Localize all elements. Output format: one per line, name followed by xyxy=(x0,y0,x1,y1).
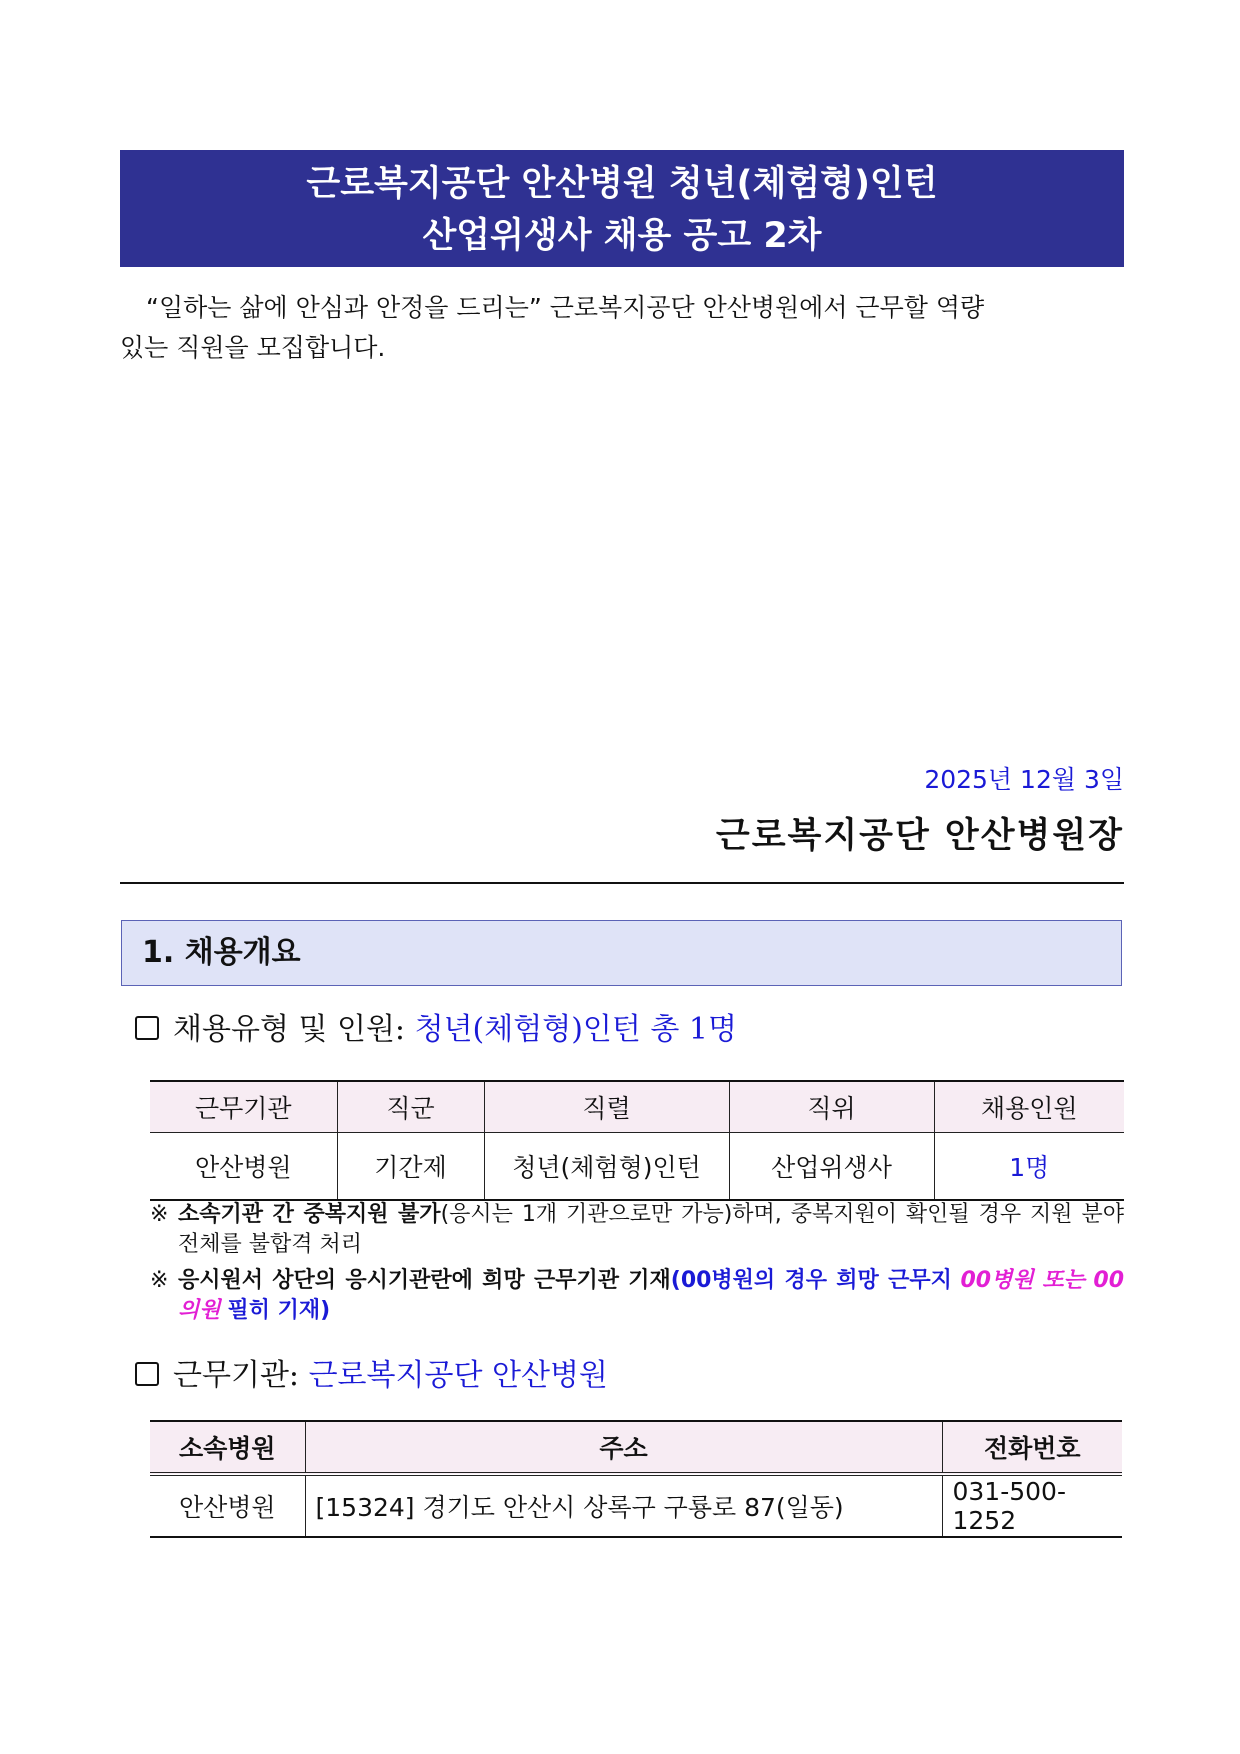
table-header-row xyxy=(150,1081,1124,1133)
table-cell: 031-500-1252 xyxy=(942,1474,1122,1537)
table-cell: 안산병원 xyxy=(150,1474,305,1537)
title-line-1: 근로복지공단 안산병원 청년(체험형)인턴 xyxy=(306,164,938,204)
header-cell: 근무기관 xyxy=(150,1081,337,1133)
note-duplicate-application xyxy=(150,1200,1124,1260)
recruitment-table xyxy=(150,1080,1124,1201)
intro-line-2: 있는 직원을 모집합니다. xyxy=(120,333,386,362)
intro-paragraph xyxy=(120,288,1124,368)
header-cell: 전화번호 xyxy=(942,1421,1122,1474)
title-line-2: 산업위생사 채용 공고 2차 xyxy=(422,216,822,256)
recruit-type-heading xyxy=(135,1010,737,1050)
checkbox-square-icon xyxy=(135,1016,159,1040)
header-cell: 직렬 xyxy=(484,1081,729,1133)
note2-magenta-2: 00의원 xyxy=(178,1268,1125,1323)
workplace-heading xyxy=(135,1356,608,1396)
section-header-recruitment-overview: 1. 채용개요 xyxy=(121,920,1122,986)
header-cell: 소속병원 xyxy=(150,1421,305,1474)
table-cell: 기간제 xyxy=(337,1133,484,1201)
signer-name: 근로복지공단 안산병원장 xyxy=(715,816,1124,856)
note2-blue: 00병원의 경우 희망 근무지 xyxy=(680,1268,952,1293)
checkbox-square-icon xyxy=(135,1362,159,1386)
recruit-type-value: 청년(체험형)인턴 총 1명 xyxy=(414,1012,737,1047)
intro-line-1: “일하는 삶에 안심과 안정을 드리는” 근로복지공단 안산병원에서 근무할 역량 xyxy=(146,293,985,322)
table-cell: [15324] 경기도 안산시 상록구 구룡로 87(일동) xyxy=(305,1474,942,1537)
reference-mark: ※ xyxy=(150,1268,169,1293)
note2-or: 또는 xyxy=(1042,1268,1085,1293)
header-cell: 직위 xyxy=(729,1081,934,1133)
reference-mark: ※ xyxy=(150,1202,169,1227)
note1-bold: 소속기관 간 중복지원 불가 xyxy=(178,1202,441,1227)
table-row xyxy=(150,1133,1124,1201)
note1-rest: (응시는 1개 기관으로만 가능)하며, 중복지원이 확인될 경우 지원 분야 전체를 불합격 처리 xyxy=(178,1202,1124,1257)
table-cell: 산업위생사 xyxy=(729,1133,934,1201)
workplace-value: 근로복지공단 안산병원 xyxy=(308,1358,608,1393)
note-application-form xyxy=(150,1266,1124,1326)
note2-end: 필히 기재) xyxy=(227,1298,331,1323)
divider-line xyxy=(120,882,1124,884)
header-cell: 직군 xyxy=(337,1081,484,1133)
table-header-row xyxy=(150,1421,1122,1474)
title-banner xyxy=(120,150,1124,267)
header-cell: 주소 xyxy=(305,1421,942,1474)
announcement-date: 2025년 12월 3일 xyxy=(924,765,1124,794)
table-cell: 안산병원 xyxy=(150,1133,337,1201)
note2-magenta-1: 00병원 xyxy=(960,1268,1034,1293)
recruit-type-label: 채용유형 및 인원: xyxy=(173,1012,406,1047)
header-cell: 채용인원 xyxy=(934,1081,1124,1133)
table-cell: 1명 xyxy=(934,1133,1124,1201)
note2-bold: 응시원서 상단의 응시기관란에 희망 근무기관 기재 xyxy=(178,1268,671,1293)
table-cell: 청년(체험형)인턴 xyxy=(484,1133,729,1201)
workplace-label: 근무기관: xyxy=(173,1358,300,1393)
note2-paren: ( xyxy=(670,1268,681,1293)
table-row xyxy=(150,1474,1122,1537)
workplace-table xyxy=(150,1420,1122,1538)
